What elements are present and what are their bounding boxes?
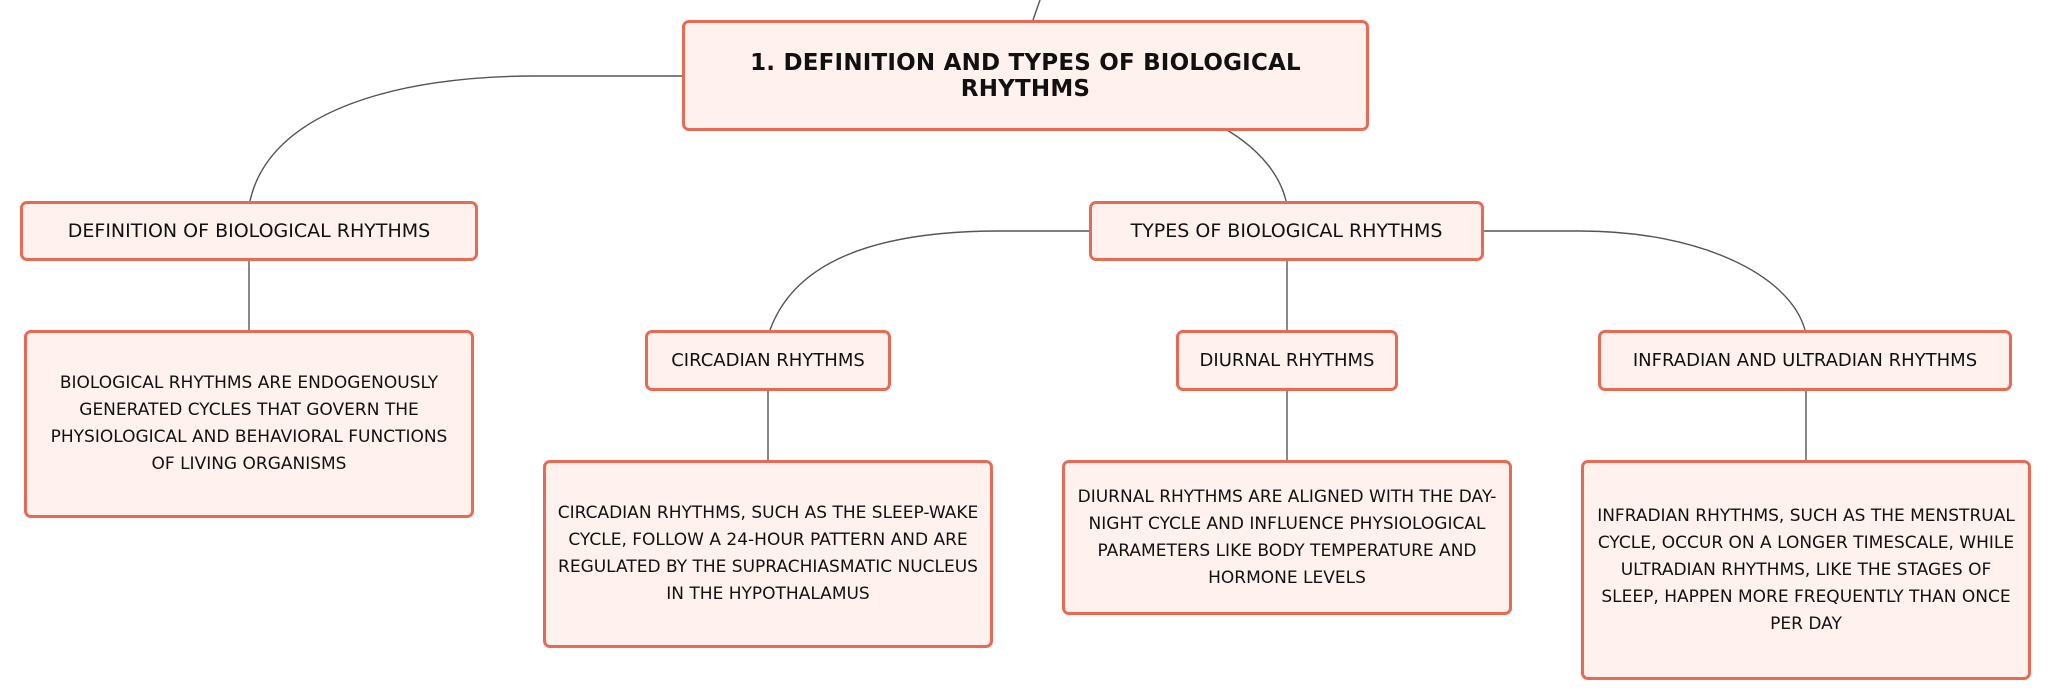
infradian-detail-node[interactable] bbox=[1581, 460, 2031, 680]
types-node[interactable] bbox=[1089, 201, 1484, 261]
circadian-detail-text: CIRCADIAN RHYTHMS, SUCH AS THE SLEEP-WAKE CYCLE, FOLLOW A 24-HOUR PATTERN AND ARE REGULATED BY THE SUPRACHIASMATIC NUCLEUS IN THE HYPOTHALAMUS bbox=[557, 503, 979, 604]
root-node-label: 1. DEFINITION AND TYPES OF BIOLOGICAL RHYTHMS bbox=[750, 49, 1301, 102]
diurnal-detail-node[interactable] bbox=[1062, 460, 1512, 615]
circadian-detail-node[interactable] bbox=[543, 460, 993, 648]
connector-root-to-types bbox=[1227, 130, 1286, 201]
infradian-node[interactable] bbox=[1598, 330, 2012, 391]
diurnal-node-label: DIURNAL RHYTHMS bbox=[1199, 350, 1375, 371]
connector-root-to-definition bbox=[250, 76, 682, 201]
circadian-node-label: CIRCADIAN RHYTHMS bbox=[671, 350, 865, 371]
diurnal-detail-text: DIURNAL RHYTHMS ARE ALIGNED WITH THE DAY-NIGHT CYCLE AND INFLUENCE PHYSIOLOGICAL PARAMETERS LIKE BODY TEMPERATURE AND HORMONE LEVELS bbox=[1077, 486, 1497, 588]
definition-node-label: DEFINITION OF BIOLOGICAL RHYTHMS bbox=[67, 220, 431, 242]
infradian-node-label: INFRADIAN AND ULTRADIAN RHYTHMS bbox=[1632, 350, 1978, 371]
definition-detail-text: BIOLOGICAL RHYTHMS ARE ENDOGENOUSLY GENERATED CYCLES THAT GOVERN THE PHYSIOLOGICAL AND BEHAVIORAL FUNCTIONS OF LIVING ORGANISMS bbox=[50, 373, 448, 474]
definition-detail-node[interactable] bbox=[24, 330, 474, 518]
types-node-label: TYPES OF BIOLOGICAL RHYTHMS bbox=[1130, 220, 1443, 242]
connector-types-to-infradian bbox=[1484, 231, 1805, 330]
diurnal-node[interactable] bbox=[1176, 330, 1398, 391]
connector-parent-to-root bbox=[1033, 0, 1040, 20]
infradian-detail-text: INFRADIAN RHYTHMS, SUCH AS THE MENSTRUAL CYCLE, OCCUR ON A LONGER TIMESCALE, WHILE ULTRADIAN RHYTHMS, LIKE THE STAGES OF SLEEP, HAPPEN MORE FREQUENTLY THAN ONCE PER DAY bbox=[1597, 505, 2015, 634]
root-node[interactable] bbox=[682, 20, 1369, 131]
definition-node[interactable] bbox=[20, 201, 478, 261]
connector-types-to-circadian bbox=[770, 231, 1089, 330]
circadian-node[interactable] bbox=[645, 330, 891, 391]
